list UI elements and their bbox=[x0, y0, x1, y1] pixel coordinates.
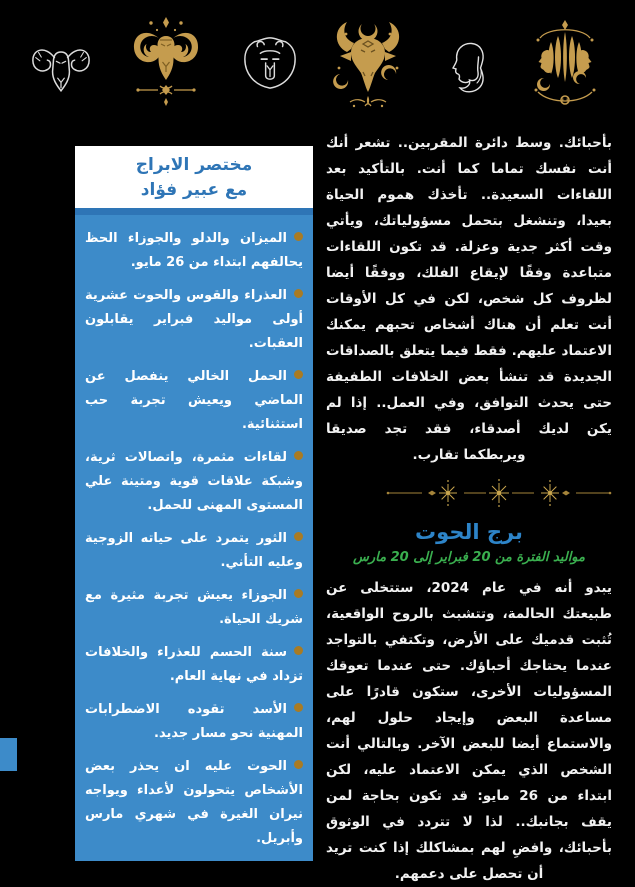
bullet-text: الحمل الخالي ينفصل عن الماضي ويعيش تجربة حب استثنائية. bbox=[85, 369, 303, 432]
bullet-text: سنة الحسم للعذراء والخلافات تزداد في نهاية العام. bbox=[85, 645, 303, 684]
bullet-dot-icon bbox=[294, 370, 303, 379]
star-divider-icon bbox=[386, 476, 612, 510]
bullet-text: الأسد تقوده الاضطرابات المهنية نحو مسار جديد. bbox=[85, 702, 303, 741]
bullet-dot-icon bbox=[294, 646, 303, 655]
leo-outline-icon bbox=[241, 34, 299, 92]
horoscope-summary-panel bbox=[75, 146, 313, 861]
bullet-dot-icon bbox=[294, 703, 303, 712]
aries-outline-icon bbox=[28, 36, 94, 96]
bullet-text: لقاءات مثمرة، واتصالات ثرية، وشبكة علاقات قوية ومتينة علي المستوى المهنى للحمل. bbox=[85, 450, 303, 513]
horoscope-bullet-list bbox=[85, 227, 303, 851]
pisces-date-range: مواليد الفترة من 20 فبراير إلى 20 مارس bbox=[353, 550, 585, 565]
bullet-dot-icon bbox=[294, 760, 303, 769]
gemini-gold-icon bbox=[524, 18, 606, 112]
zodiac-icons-row bbox=[0, 0, 635, 132]
bullet-item bbox=[85, 584, 303, 632]
bullet-dot-icon bbox=[294, 532, 303, 541]
bullet-dot-icon bbox=[294, 451, 303, 460]
bullet-item bbox=[85, 698, 303, 746]
bullet-dot-icon bbox=[294, 589, 303, 598]
panel-body bbox=[75, 208, 313, 861]
aries-gold-icon bbox=[130, 14, 202, 110]
bullet-item bbox=[85, 527, 303, 575]
bullet-dot-icon bbox=[294, 289, 303, 298]
panel-title-line1: مختصر الابراج bbox=[135, 155, 253, 175]
pisces-body-paragraph: يبدو أنه في عام 2024، ستتخلى عن طبيعتك الحالمة، وتتشبث بالروح الواقعية، تُثبت قدميك على الأرض، وتكتفي بالتواجد عندما يحتاجك أحباؤك. حتى عندما تعوقك المسؤوليات الأخرى، ستكون قادرًا على مساعدة البعض وإيجاد حلول لهم، والاستماع أيضا للبعض الآخر. وبالتالي أنت الشخص الذي يمكن الاعتماد عليه، لكن ابتداء من 26 مايو: قد تكون بحاجة لمن يقف بجانبك.. لذا لا تتردد في الوثوق بأحبائك، وافضِ لهم بمشاكلك إذا كنت تريد أن تحصل على دعمهم. bbox=[326, 580, 612, 882]
bullet-item bbox=[85, 755, 303, 851]
bullet-item bbox=[85, 284, 303, 356]
bullet-text: الميزان والدلو والجوزاء الحظ يحالفهم ابتداء من 26 مايو. bbox=[85, 231, 303, 270]
bullet-item bbox=[85, 227, 303, 275]
bullet-text: الثور يتمرد على حياته الزوجية وعليه التأني. bbox=[85, 531, 303, 570]
bullet-item bbox=[85, 446, 303, 518]
bullet-text: الجوزاء يعيش تجربة مثيرة مع شريك الحياة. bbox=[85, 588, 303, 627]
bullet-text: العذراء والقوس والحوت عشرية أولى مواليد فبراير يقابلون العقبات. bbox=[85, 288, 303, 351]
page-edge-marker bbox=[0, 738, 17, 771]
virgo-outline-icon bbox=[441, 38, 495, 98]
taurus-gold-icon bbox=[332, 16, 404, 114]
article-paragraph: بأحبائك. وسط دائرة المقربين.. تشعر أنك أنت نفسك تماما كما أنت. بالتأكيد بعد اللقاءات السعيدة.. تأخذك هموم الحياة بعيدا، وتنشغل بتحمل مسؤولياتك، ويأتي وقت أكثر جدية وعزلة. قد تكون اللقاءات متباعدة وفقًا لإيقاع الفلك، ووفقًا أيضا لظروف كل شخص، لكن في كل الأوقات أنت تعلم أن هناك أشخاص تحبهم يمكنك الاعتماد عليهم. فقط فيما يتعلق بالصداقات الجديدة قد تنشأ بعض الخلافات الطفيفة حتى يحدث التوافق، وفي العمل.. إذا لم يكن لديك أصدقاء، فقد تجد صديقا ويربطكما تقارب. bbox=[326, 135, 612, 463]
panel-header bbox=[75, 146, 313, 208]
ornamental-divider bbox=[326, 476, 612, 510]
pisces-section-title: برج الحوت bbox=[415, 520, 523, 544]
bullet-item bbox=[85, 365, 303, 437]
bullet-item bbox=[85, 641, 303, 689]
article-column bbox=[326, 130, 612, 887]
bullet-text: الحوت عليه ان يحذر بعض الأشخاص يتحولون لأعداء ويواجه نيران الغيرة في شهري مارس وأبريل. bbox=[85, 759, 303, 846]
panel-title-line2: مع عبير فؤاد bbox=[140, 180, 248, 200]
bullet-dot-icon bbox=[294, 232, 303, 241]
